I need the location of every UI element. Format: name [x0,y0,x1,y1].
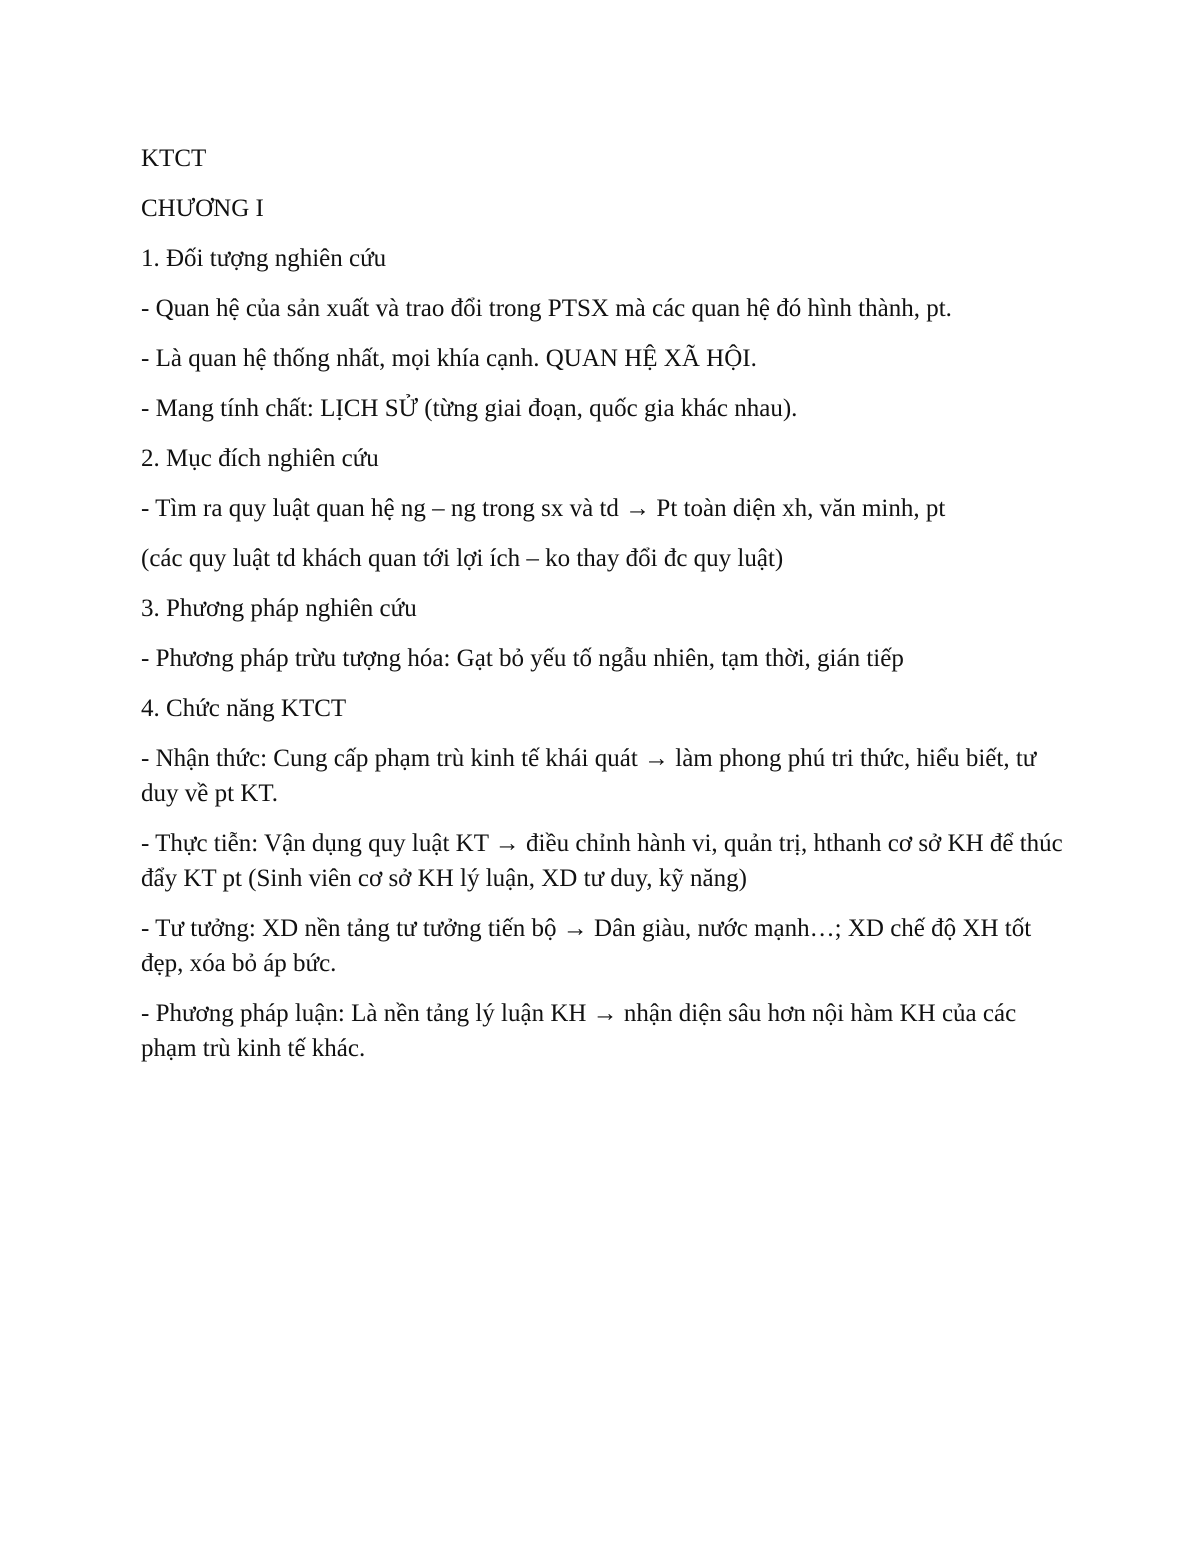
section-heading-research-purpose: 2. Mục đích nghiên cứu [141,445,379,472]
note-paragraph: (các quy luật td khách quan tới lợi ích – ko thay đổi đc quy luật) [141,545,784,572]
section-heading-functions: 4. Chức năng KTCT [141,695,347,722]
section-heading-research-object: 1. Đối tượng nghiên cứu [141,245,387,272]
bullet-paragraph: - Thực tiễn: Vận dụng quy luật KT → điều chỉnh hành vi, quản trị, hthanh cơ sở KH để thúc đẩy KT pt (Sinh viên cơ sở KH lý luận, XD tư duy, kỹ năng) [141,830,1063,892]
document-title: KTCT [141,145,207,172]
bullet-paragraph: - Phương pháp trừu tượng hóa: Gạt bỏ yếu tố ngẫu nhiên, tạm thời, gián tiếp [141,645,904,672]
bullet-paragraph: - Mang tính chất: LỊCH SỬ (từng giai đoạn, quốc gia khác nhau). [141,395,798,422]
bullet-paragraph: - Là quan hệ thống nhất, mọi khía cạnh. QUAN HỆ XÃ HỘI. [141,345,757,372]
bullet-paragraph: - Tìm ra quy luật quan hệ ng – ng trong sx và td → Pt toàn diện xh, văn minh, pt [141,495,946,522]
section-heading-research-method: 3. Phương pháp nghiên cứu [141,595,417,622]
bullet-paragraph: - Nhận thức: Cung cấp phạm trù kinh tế khái quát → làm phong phú tri thức, hiểu biết, tư duy về pt KT. [141,745,1037,807]
bullet-paragraph: - Quan hệ của sản xuất và trao đổi trong PTSX mà các quan hệ đó hình thành, pt. [141,295,952,322]
bullet-paragraph: - Tư tưởng: XD nền tảng tư tưởng tiến bộ → Dân giàu, nước mạnh…; XD chế độ XH tốt đẹp, xóa bỏ áp bức. [141,915,1032,977]
bullet-paragraph: - Phương pháp luận: Là nền tảng lý luận KH → nhận diện sâu hơn nội hàm KH của các phạm trù kinh tế khác. [141,1000,1017,1062]
document-body [141,141,1071,1081]
chapter-heading: CHƯƠNG I [141,195,264,222]
